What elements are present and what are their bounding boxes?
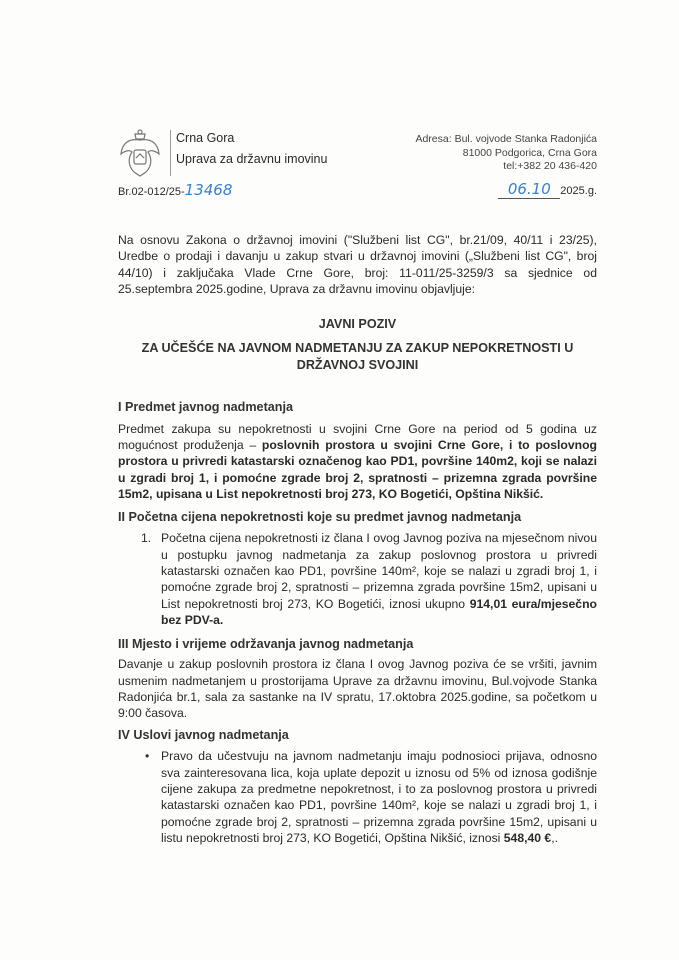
letterhead-divider bbox=[170, 130, 171, 176]
section-1-text-bold: poslovnih prostora u svojini Crne Gore, i to poslovnog prostora u privredi katastarski označenog kao PD1, površine 140m2, koji se nalazi u zgradi broj 1, i pomoćne zgrade broj 2, spratnosti – prizemna zgrada površine 15m2, upisana u List nepokretnosti broj 273, KO Bogetići, Opština Nikšić. bbox=[118, 438, 597, 502]
section-4-text-tail: ,. bbox=[551, 831, 558, 846]
date-year: 2025.g. bbox=[560, 185, 597, 197]
section-3-text: Davanje u zakup poslovnih prostora iz člana I ovog Javnog poziva će se vršiti, javnim usmenim nadmetanjem u prostorijama Uprave za državnu imovinu, Bul.vojvode Stanka Radonjića br.1, sala za sastanke na IV spratu, 17.oktobra 2025.godine, sa početkom u 9:00 časova. bbox=[118, 657, 597, 721]
coat-of-arms-logo bbox=[118, 128, 162, 180]
date-handwritten: 06.10 bbox=[498, 180, 560, 199]
section-1-heading: I Predmet javnog nadmetanja bbox=[118, 400, 293, 415]
address-phone: tel:+382 20 436-420 bbox=[503, 160, 597, 172]
org-department: Uprava za državnu imovinu bbox=[176, 152, 328, 166]
section-4-bullet: • bbox=[145, 749, 150, 764]
section-2-price: 914,01 eura/mjesečno bez PDV-a. bbox=[161, 596, 597, 628]
document-title: JAVNI POZIV bbox=[318, 316, 397, 331]
intro-paragraph: Na osnovu Zakona o državnoj imovini ("Službeni list CG", br.21/09, 40/11 i 23/25), Uredbe o prodaji i davanju u zakup stvari u državnoj imovini („Službeni list CG", broj 44/10) i zaključaka Vlade Crne Gore, broj: 11-011/25-3259/3 sa sjednice od 25.septembra 2025.godine, Uprava za državnu imovinu objavljuje: bbox=[118, 233, 597, 297]
address-block bbox=[415, 133, 597, 174]
reference-number bbox=[118, 181, 232, 199]
section-2-heading: II Početna cijena nepokretnosti koje su predmet javnog nadmetanja bbox=[118, 509, 522, 524]
document-subtitle: ZA UČEŠĆE NA JAVNOM NADMETANJU ZA ZAKUP NEPOKRETNOSTI U DRŽAVNOJ SVOJINI bbox=[141, 341, 574, 372]
section-2-item-text bbox=[161, 530, 597, 628]
section-4-item-text bbox=[161, 748, 597, 846]
section-2-list-item bbox=[118, 530, 597, 628]
section-4-list-item bbox=[118, 748, 597, 846]
reference-prefix: Br.02-012/25- bbox=[118, 186, 185, 198]
document-date bbox=[498, 180, 597, 199]
section-1-text-plain: Predmet zakupa su nepokretnosti u svojini Crne Gore na period od 5 godina uz mogućnost produženja – bbox=[118, 421, 597, 453]
section-4-text-plain: Pravo da učestvuju na javnom nadmetanju imaju podnosioci prijava, odnosno sva zainteresovana lica, koja uplate depozit u iznosu od 5% od iznosa godišnje cijene zakupa za predmetne nepokretnost, i to za poslovnog prostora u privredi katastarski označen kao PD1, površine 140m², koje se nalazi u zgradi broj 1, i pomoćne zgrade broj 2, spratnosti – prizemna zgrada površine 15m2, upisani u listu nepokretnosti broj 273, KO Bogetići, Opština Nikšić, iznosi bbox=[161, 749, 597, 846]
reference-handwritten: 13468 bbox=[184, 181, 233, 199]
document-body bbox=[118, 232, 597, 847]
section-2-text-plain: Početna cijena nepokretnosti iz člana I ovog Javnog poziva na mjesečnom nivou u postupku javnog nadmetanja za zakup poslovnog prostora u privredi katastarski označen kao PD1, površine 140m², koje se nalazi u zgradi broj 1, i pomoćne zgrade broj 2, spratnosti – prizemna zgrada površine 15m2, upisani u List nepokretnosti broj 273, KO Bogetići, iznosi ukupno bbox=[161, 531, 597, 611]
section-1-text bbox=[118, 421, 597, 503]
address-city: 81000 Podgorica, Crna Gora bbox=[462, 146, 597, 159]
address-street: Adresa: Bul. vojvode Stanka Radonjića bbox=[415, 133, 597, 145]
section-3-heading: III Mjesto i vrijeme održavanja javnog nadmetanja bbox=[118, 636, 414, 651]
section-4-heading: IV Uslovi javnog nadmetanja bbox=[118, 727, 289, 742]
org-name: Crna Gora bbox=[176, 131, 235, 145]
section-2-item-marker: 1. bbox=[141, 531, 152, 546]
section-4-deposit: 548,40 € bbox=[503, 831, 552, 846]
